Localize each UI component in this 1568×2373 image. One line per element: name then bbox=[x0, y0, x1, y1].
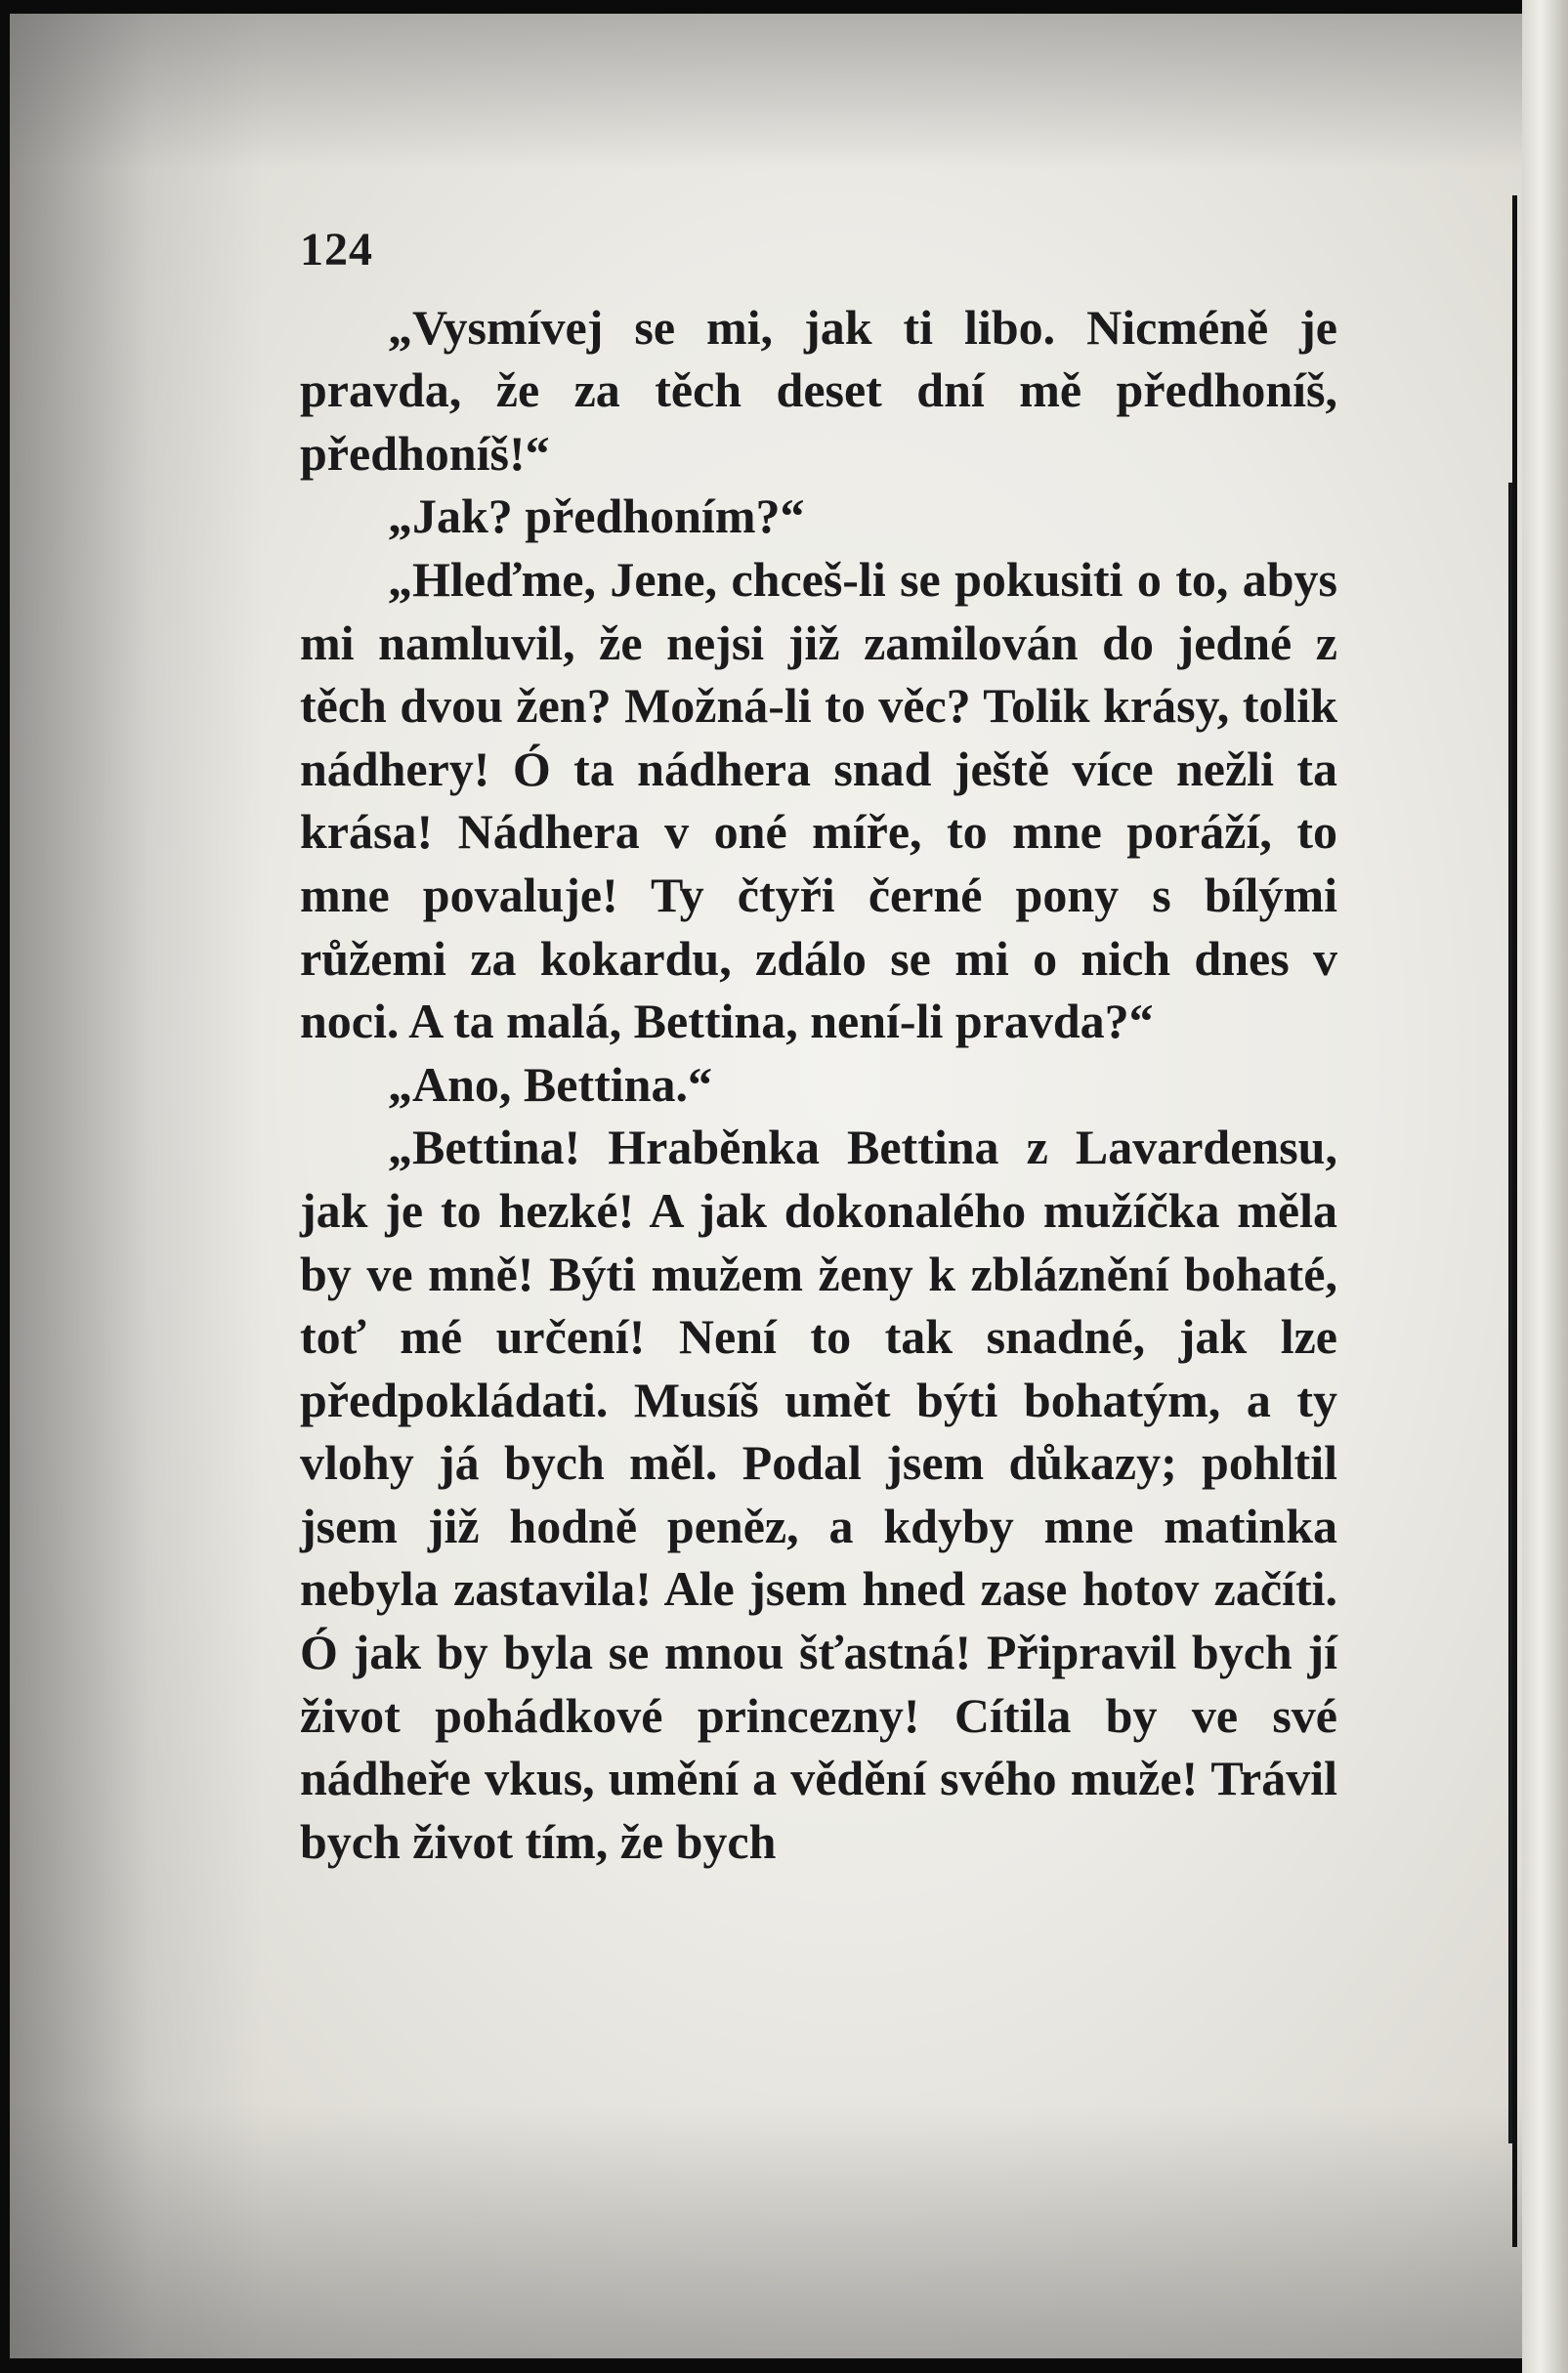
paragraph: „Bettina! Hraběnka Bettina z Lavardensu, jak je to hezké! A jak dokonalého mužíčka měla by ve mně! Býti mužem ženy k zbláznění bohaté, toť mé určení! Není to tak snadné, jak lze předpokládati. Musíš umět býti bohatým, a ty vlohy já bych měl. Podal jsem důkazy; pohltil jsem již hodně peněz, a kdyby mne matinka nebyla zastavila! Ale jsem hned zase hotov začíti. Ó jak by byla se mnou šťastná! Připravil bych jí život pohádkové princezny! Cítila by ve své nádheře vkus, umění a vědění svého muže! Trávil bych život tím, že bych bbox=[300, 1120, 1337, 1869]
scan-divider-line bbox=[1512, 195, 1517, 2247]
paragraph: „Hleďme, Jene, chceš-li se pokusiti o to, abys mi namluvil, že nejsi již zamilován do jedné z těch dvou žen? Možná-li to věc? Tolik krásy, tolik nádhery! Ó ta nádhera snad ještě více nežli ta krása! Nádhera v oné míře, to mne poráží, to mne povaluje! Ty čtyři černé pony s bílými růžemi za kokardu, zdálo se mi o nich dnes v noci. A ta malá, Bettina, není-li pravda?“ bbox=[300, 551, 1337, 1049]
page-left-shadow bbox=[10, 14, 264, 2358]
page-top-shadow bbox=[10, 14, 1522, 170]
paragraph: „Ano, Bettina.“ bbox=[388, 1056, 712, 1112]
page-number: 124 bbox=[300, 224, 373, 275]
scan-right-strip bbox=[1522, 0, 1568, 2373]
paragraph: „Jak? předhoním?“ bbox=[388, 488, 805, 544]
page-bottom-shadow bbox=[10, 2104, 1522, 2358]
page-text bbox=[300, 219, 1337, 1873]
book-page bbox=[10, 14, 1522, 2358]
paragraph: „Vysmívej se mi, jak ti libo. Nicméně je pravda, že za těch deset dní mě předhoníš, předhoníš!“ bbox=[300, 299, 1337, 481]
